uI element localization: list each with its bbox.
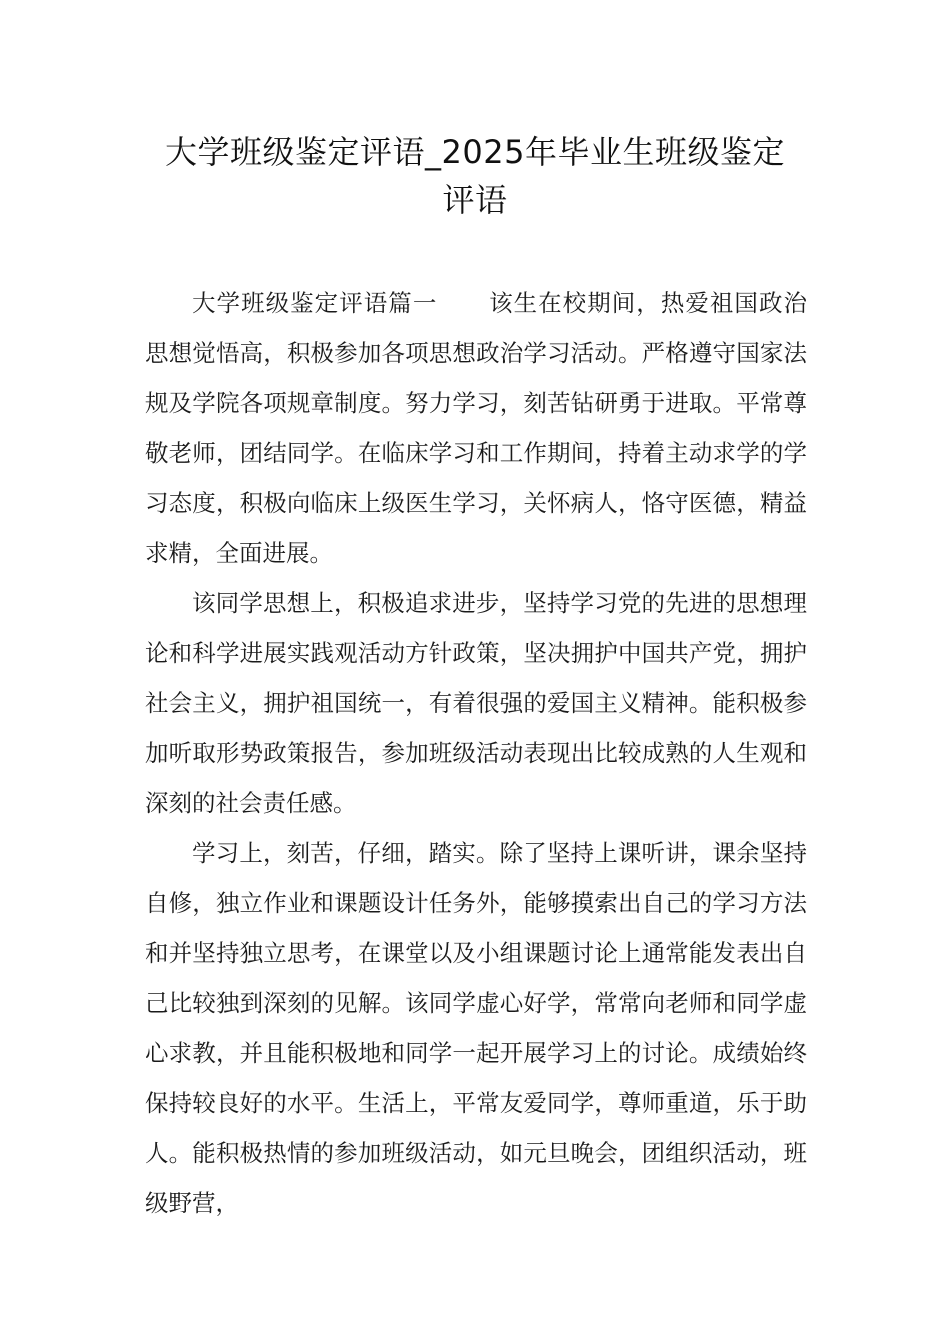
paragraph-text: 学习上，刻苦，仔细，踏实。除了坚持上课听讲，课余坚持自修，独立作业和课题设计任务外，能够摸索出自己的学习方法和并坚持独立思考，在课堂以及小组课题讨论上通常能发表出自己比较独到深刻的见解。该同学虚心好学，常常向老师和同学虚心求教，并且能积极地和同学一起开展学习上的讨论。成绩始终保持较良好的水平。生活上，平常友爱同学，尊师重道，乐于助人。能积极热情的参加班级活动，如元旦晚会，团组织活动，班级野营，: [145, 839, 807, 1217]
title-line-1: 大学班级鉴定评语_2025年毕业生班级鉴定: [165, 133, 785, 171]
paragraph-2: [145, 578, 807, 828]
paragraph-3: [145, 828, 807, 1228]
paragraph-text: 该生在校期间，热爱祖国政治思想觉悟高，积极参加各项思想政治学习活动。严格遵守国家法规及学院各项规章制度。努力学习，刻苦钻研勇于进取。平常尊敬老师，团结同学。在临床学习和工作期间，持着主动求学的学习态度，积极向临床上级医生学习，关怀病人，恪守医德，精益求精，全面进展。: [145, 289, 808, 567]
paragraph-text: 该同学思想上，积极追求进步，坚持学习党的先进的思想理论和科学进展实践观活动方针政策，坚决拥护中国共产党，拥护社会主义，拥护祖国统一，有着很强的爱国主义精神。能积极参加听取形势政策报告，参加班级活动表现出比较成熟的人生观和深刻的社会责任感。: [145, 589, 807, 817]
title-line-2: 评语: [442, 181, 508, 219]
paragraph-1: [145, 278, 807, 578]
document-title: [120, 128, 830, 224]
section-heading: 大学班级鉴定评语篇一: [192, 289, 438, 317]
document-body: [145, 278, 807, 1228]
